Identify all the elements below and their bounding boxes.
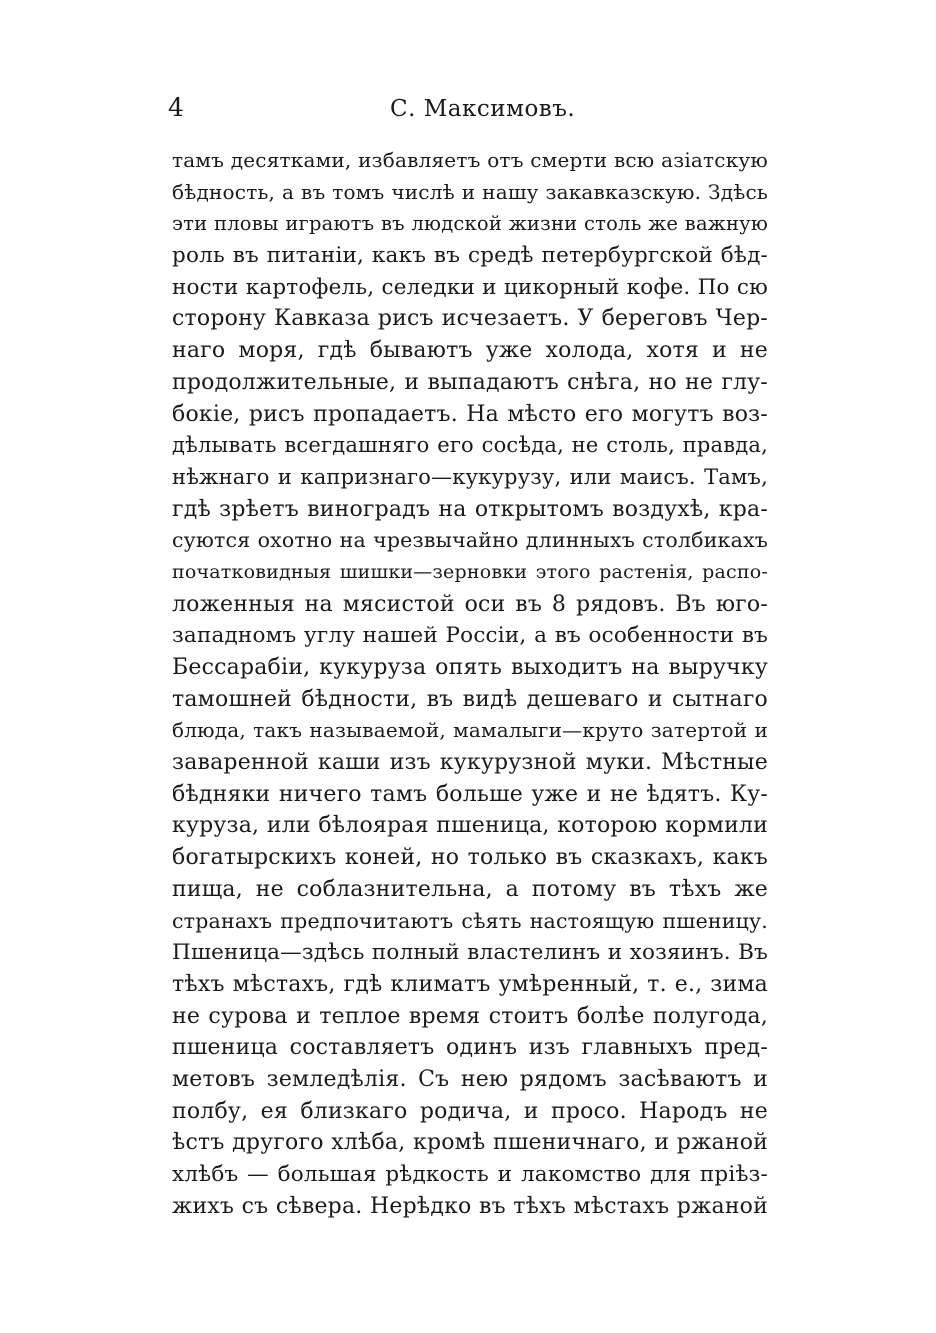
text-line: нѣжнаго и капризнаго—кукурузу, или маисъ. Тамъ, [172,464,768,489]
text-line: гдѣ зрѣетъ виноградъ на открытомъ воздухѣ, кра- [172,496,768,522]
text-line: бокіе, рисъ пропадаетъ. На мѣсто его могутъ воз- [172,401,768,427]
text-line: странахъ предпочитаютъ сѣять настоящую пшеницу. [172,908,768,933]
text-line: эти пловы играютъ въ людской жизни столь же важную [172,212,768,236]
text-line: жихъ съ сѣвера. Нерѣдко въ тѣхъ мѣстахъ ржаной [172,1193,768,1219]
text-line: тамошней бѣдности, въ видѣ дешеваго и сытнаго [172,686,768,712]
text-line: куруза, или бѣлоярая пшеница, которою кормили [172,813,768,839]
text-line: дѣлывать всегдашняго его сосѣда, не столь, правда, [172,433,768,458]
text-line: блюда, такъ называемой, мамалыги—круто затертой и [172,718,768,743]
text-line: западномъ углу нашей Россіи, а въ особенности въ [172,623,768,649]
text-line: заваренной каши изъ кукурузной муки. Мѣстные [172,750,768,776]
text-line: Бессарабіи, кукуруза опять выходитъ на выручку [172,655,768,680]
text-line: бѣдняки ничего тамъ больше уже и не ѣдятъ. Ку- [172,781,768,807]
text-line: Пшеница—здѣсь полный властелинъ и хозяинъ. Въ [172,940,768,966]
body-text [172,145,768,1222]
text-line: метовъ земледѣлія. Съ нею рядомъ засѣваютъ и [172,1066,768,1092]
text-line: наго моря, гдѣ бываютъ уже холода, хотя и не [172,338,768,364]
text-line: не сурова и теплое время стоитъ болѣе полугода, [172,1003,768,1029]
text-line: продолжительные, и выпадаютъ снѣга, но не глу- [172,369,768,395]
text-line: тамъ десятками, избавляетъ отъ смерти всю азіатскую [172,148,768,172]
text-line: пища, не соблазнительна, а потому въ тѣхъ же [172,876,768,902]
text-line: бѣдность, а въ томъ числѣ и нашу закавказскую. Здѣсь [172,179,768,204]
running-head: С. Максимовъ. [390,96,576,122]
text-line: пшеница составляетъ одинъ изъ главныхъ пред- [172,1035,768,1061]
text-line: хлѣбъ — большая рѣдкость и лакомство для пріѣз- [172,1162,768,1187]
page-number: 4 [168,93,184,122]
text-line: початковидныя шишки—зерновки этого растенія, распо- [172,560,768,583]
text-line: суются охотно на чрезвычайно длинныхъ столбикахъ [172,528,768,553]
text-line: ности картофель, селедки и цикорный кофе. По сю [172,274,768,300]
text-line: роль въ питаніи, какъ въ средѣ петербургской бѣд- [172,243,768,269]
text-line: ѣстъ другого хлѣба, кромѣ пшеничнаго, и ржаной [172,1130,768,1156]
text-line: полбу, ея близкаго родича, и просо. Народъ не [172,1098,768,1124]
text-line: тѣхъ мѣстахъ, гдѣ климатъ умѣренный, т. е., зима [172,971,768,997]
text-line: ложенныя на мясистой оси въ 8 рядовъ. Въ юго- [172,591,768,617]
text-line: богатырскихъ коней, но только въ сказкахъ, какъ [172,845,768,871]
text-line: сторону Кавказа рисъ исчезаетъ. У береговъ Чер- [172,306,768,332]
